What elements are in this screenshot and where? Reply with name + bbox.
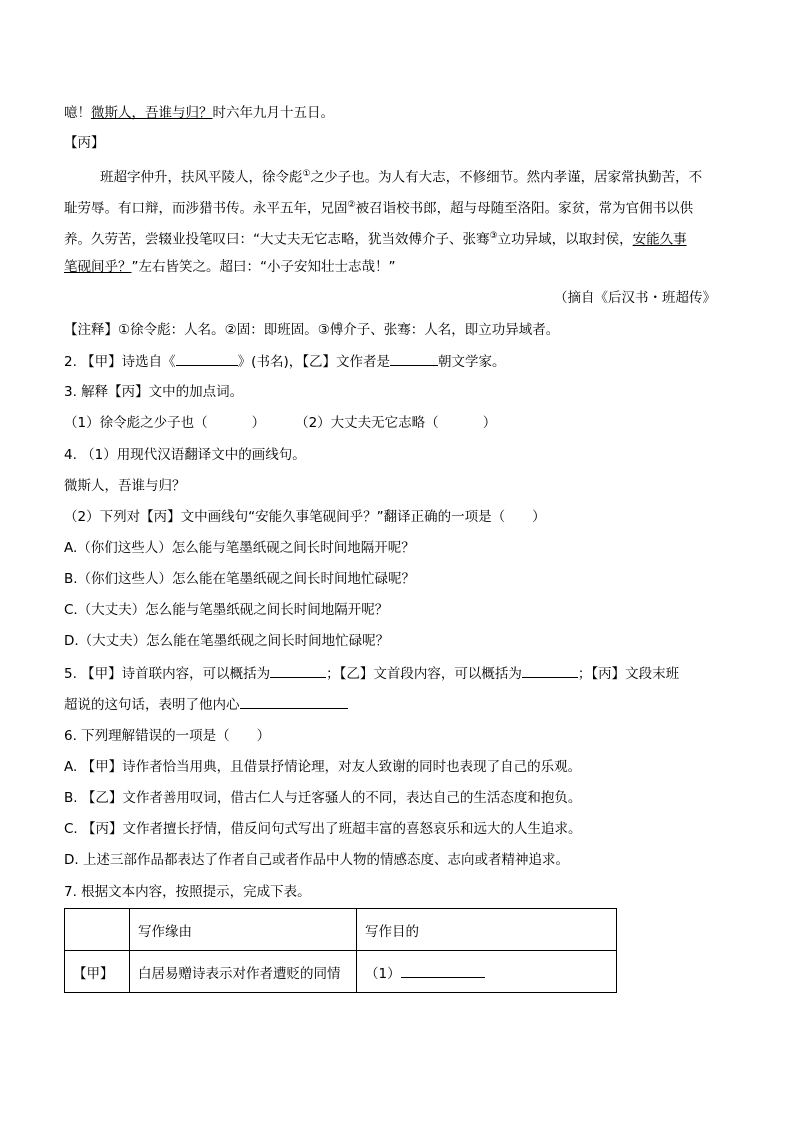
- text: （2）大丈夫无它志略（: [295, 415, 439, 431]
- footnote-mark: ①: [302, 169, 311, 179]
- text: 耻劳辱。有口辩，而涉猎书传。永平五年，兄固: [64, 200, 348, 217]
- footnote-mark: ②: [347, 200, 356, 210]
- text: ；【乙】文首段内容，可以概括为: [326, 666, 522, 682]
- answer-blank[interactable]: [176, 351, 238, 366]
- text: ）: [482, 415, 497, 431]
- table-header: 写作目的: [357, 909, 617, 951]
- question-4-title: 4. （1）用现代汉语翻译文中的画线句。: [64, 447, 306, 463]
- option-d[interactable]: D. 上述三部作品都表达了作者自己或者作品中人物的情感态度、志向或者精神追求。: [64, 852, 569, 868]
- text: ；【丙】文段末班: [577, 666, 680, 682]
- passage-line: [100, 164, 702, 188]
- option-d[interactable]: D.（大丈夫）怎么能在笔墨纸砚之间长时间地忙碌呢？: [64, 633, 390, 649]
- underlined-sentence: 笔砚间乎？: [64, 259, 132, 275]
- table-cell: 【甲】: [65, 951, 130, 993]
- answer-blank[interactable]: [240, 694, 348, 709]
- question-4-sentence: 微斯人，吾谁与归？: [64, 478, 186, 494]
- table-cell: [65, 909, 130, 951]
- question-2: [64, 351, 505, 372]
- text: 》(书名)，【乙】文作者是: [237, 354, 390, 370]
- passage-line: [64, 226, 687, 250]
- table-header: 写作缘由: [130, 909, 357, 951]
- passage-line: [64, 257, 395, 277]
- text: 5. 【甲】诗首联内容，可以概括为: [64, 666, 271, 682]
- table-cell-answer[interactable]: [357, 951, 617, 993]
- option-a[interactable]: A. 【甲】诗作者恰当用典，且借景抒情论理，对友人致谢的同时也表现了自己的乐观。: [64, 759, 582, 775]
- writing-table: [64, 908, 617, 993]
- text: 养。久劳苦，尝辍业投笔叹曰：“大丈夫无它志略，犹当效傅介子、张骞: [64, 231, 490, 248]
- source-citation: （摘自《后汉书・班超传》: [554, 290, 716, 306]
- text: 朝文学家。: [437, 354, 506, 370]
- footnote-mark: ③: [489, 231, 498, 241]
- answer-blank[interactable]: [401, 963, 485, 978]
- option-c[interactable]: C.（大丈夫）怎么能与笔墨纸砚之间长时间地隔开呢？: [64, 602, 389, 618]
- text: ）: [251, 415, 266, 431]
- text: 2. 【甲】诗选自《: [64, 354, 176, 370]
- answer-blank[interactable]: [270, 663, 326, 678]
- option-b[interactable]: B.（你们这些人）怎么能在笔墨纸砚之间长时间地忙碌呢？: [64, 571, 416, 587]
- question-5-cont: [64, 694, 348, 715]
- answer-blank[interactable]: [390, 351, 438, 366]
- text-line: [64, 103, 334, 123]
- text: 噫！: [64, 105, 91, 121]
- question-3-items: [64, 413, 496, 433]
- text: 班超字仲升，扶风平陵人，徐令彪: [100, 169, 303, 186]
- table-row: [65, 951, 617, 993]
- text: （1）: [365, 965, 401, 982]
- annotation-note: 【注释】①徐令彪：人名。②固：即班固。③傅介子、张骞：人名，即立功异域者。: [64, 322, 560, 338]
- question-3-title: 3. 解释【丙】文中的加点词。: [64, 384, 244, 400]
- question-7-title: 7. 根据文本内容，按照提示，完成下表。: [64, 884, 311, 900]
- passage-line: [64, 195, 693, 219]
- underlined-sentence: 微斯人，吾谁与归？: [91, 105, 213, 121]
- underlined-sentence: 安能久事: [632, 231, 687, 248]
- option-b[interactable]: B. 【乙】文作者善用叹词，借古仁人与迁客骚人的不同，表达自己的生活态度和抱负。: [64, 790, 582, 806]
- question-4-sub2: （2）下列对【丙】文中画线句“安能久事笔砚间乎？”翻译正确的一项是（ ）: [64, 509, 546, 525]
- text: 之少子也。为人有大志，不修细节。然内孝谨，居家常执勤苦，不: [310, 169, 703, 186]
- text: 时六年九月十五日。: [212, 105, 334, 121]
- question-6-title: 6. 下列理解错误的一项是（ ）: [64, 728, 271, 744]
- answer-blank[interactable]: [522, 663, 578, 678]
- option-c[interactable]: C. 【丙】文作者擅长抒情，借反问句式写出了班超丰富的喜怒哀乐和远大的人生追求。: [64, 821, 582, 837]
- text: 被召诣校书郎，超与母随至洛阳。家贫，常为官佣书以供: [355, 200, 694, 217]
- option-a[interactable]: A.（你们这些人）怎么能与笔墨纸砚之间长时间地隔开呢？: [64, 540, 415, 556]
- text: 立功异域，以取封侯，: [497, 231, 633, 248]
- table-header-row: [65, 909, 617, 951]
- text: ”左右皆笑之。超曰：“小子安知壮士志哉！”: [131, 259, 396, 275]
- text: （1）徐令彪之少子也（: [64, 415, 208, 431]
- text: 超说的这句话，表明了他内心: [64, 697, 240, 713]
- table-cell: 白居易赠诗表示对作者遭贬的同情: [130, 951, 357, 993]
- question-5: [64, 663, 679, 684]
- section-heading: 【丙】: [64, 135, 105, 151]
